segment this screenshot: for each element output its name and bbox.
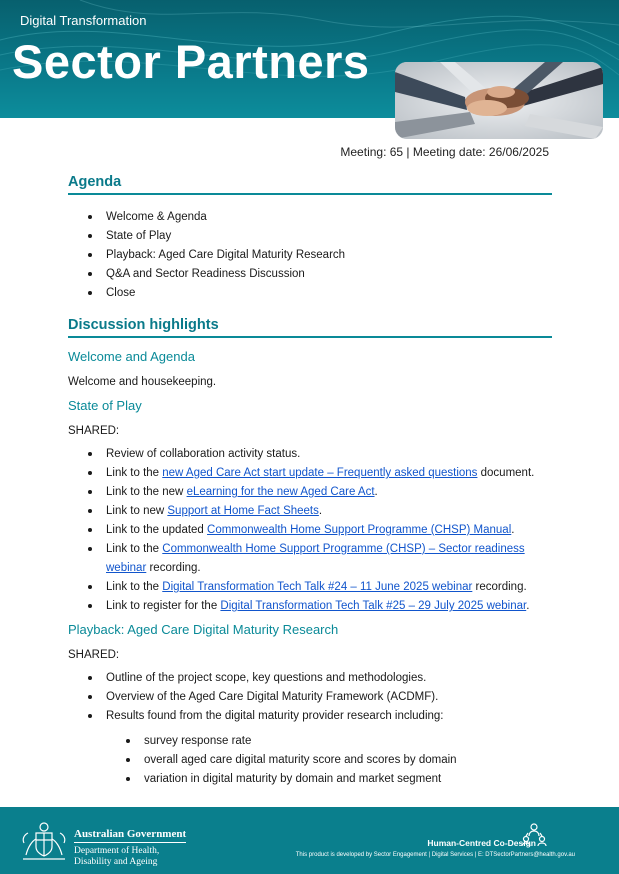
list-item: variation in digital maturity by domain and market segment bbox=[68, 770, 552, 789]
playback-sublist bbox=[68, 732, 552, 789]
list-item: overall aged care digital maturity score and scores by domain bbox=[68, 751, 552, 770]
footer-bar bbox=[0, 807, 619, 874]
list-item: Link to the Digital Transformation Tech Talk #24 – 11 June 2025 webinar recording. bbox=[68, 578, 552, 597]
list-item: Q&A and Sector Readiness Discussion bbox=[68, 265, 552, 284]
list-item: State of Play bbox=[68, 227, 552, 246]
list-item: Close bbox=[68, 284, 552, 303]
elearning-link[interactable]: eLearning for the new Aged Care Act bbox=[186, 486, 375, 498]
header-subtitle: Digital Transformation bbox=[20, 13, 147, 28]
agenda-list bbox=[68, 208, 552, 303]
page-title: Sector Partners bbox=[12, 35, 370, 88]
playback-heading: Playback: Aged Care Digital Maturity Research bbox=[68, 622, 339, 637]
playback-list bbox=[68, 669, 552, 726]
list-item: Link to the new Aged Care Act start update – Frequently asked questions document. bbox=[68, 464, 552, 483]
state-of-play-list bbox=[68, 445, 552, 616]
list-item: Playback: Aged Care Digital Maturity Research bbox=[68, 246, 552, 265]
coat-of-arms-icon bbox=[18, 819, 70, 863]
chsp-manual-link[interactable]: Commonwealth Home Support Programme (CHSP) Manual bbox=[207, 524, 512, 536]
shared-label: SHARED: bbox=[68, 649, 120, 661]
list-item: survey response rate bbox=[68, 732, 552, 751]
state-of-play-heading: State of Play bbox=[68, 398, 142, 413]
welcome-heading: Welcome and Agenda bbox=[68, 349, 195, 364]
faq-link[interactable]: new Aged Care Act start update – Frequently asked questions bbox=[162, 467, 478, 479]
hcd-label: Human-Centred Co-Design bbox=[427, 838, 536, 848]
gov-name: Australian Government bbox=[74, 828, 186, 843]
fact-sheets-link[interactable]: Support at Home Fact Sheets bbox=[167, 505, 319, 517]
tech-talk-25-link[interactable]: Digital Transformation Tech Talk #25 – 29 July 2025 webinar bbox=[220, 600, 527, 612]
co-design-icon bbox=[520, 819, 548, 847]
government-branding bbox=[74, 828, 186, 868]
list-item: Link to new Support at Home Fact Sheets. bbox=[68, 502, 552, 521]
list-item: Outline of the project scope, key questions and methodologies. bbox=[68, 669, 552, 688]
discussion-heading: Discussion highlights bbox=[68, 317, 552, 338]
welcome-text: Welcome and housekeeping. bbox=[68, 376, 217, 388]
list-item: Results found from the digital maturity provider research including: bbox=[68, 707, 552, 726]
credit-line: This product is developed by Sector Engagement | Digital Services | E: DTSectorPartners@health.gov.au bbox=[295, 852, 575, 858]
list-item: Review of collaboration activity status. bbox=[68, 445, 552, 464]
list-item: Link to the new eLearning for the new Aged Care Act. bbox=[68, 483, 552, 502]
header-photo bbox=[395, 62, 603, 139]
chsp-webinar-link[interactable]: Commonwealth Home Support Programme (CHSP) – Sector readiness webinar bbox=[106, 543, 525, 574]
agenda-heading: Agenda bbox=[68, 174, 552, 195]
list-item: Overview of the Aged Care Digital Maturity Framework (ACDMF). bbox=[68, 688, 552, 707]
department-name: Department of Health, Disability and Ageing bbox=[74, 846, 160, 867]
list-item: Link to register for the Digital Transformation Tech Talk #25 – 29 July 2025 webinar. bbox=[68, 597, 552, 616]
list-item: Welcome & Agenda bbox=[68, 208, 552, 227]
meeting-info: Meeting: 65 | Meeting date: 26/06/2025 bbox=[340, 145, 549, 159]
shared-label: SHARED: bbox=[68, 425, 120, 437]
tech-talk-24-link[interactable]: Digital Transformation Tech Talk #24 – 11 June 2025 webinar bbox=[162, 581, 473, 593]
content-area bbox=[68, 174, 552, 789]
list-item: Link to the updated Commonwealth Home Support Programme (CHSP) Manual. bbox=[68, 521, 552, 540]
list-item: Link to the Commonwealth Home Support Programme (CHSP) – Sector readiness webinar recording. bbox=[68, 540, 552, 578]
